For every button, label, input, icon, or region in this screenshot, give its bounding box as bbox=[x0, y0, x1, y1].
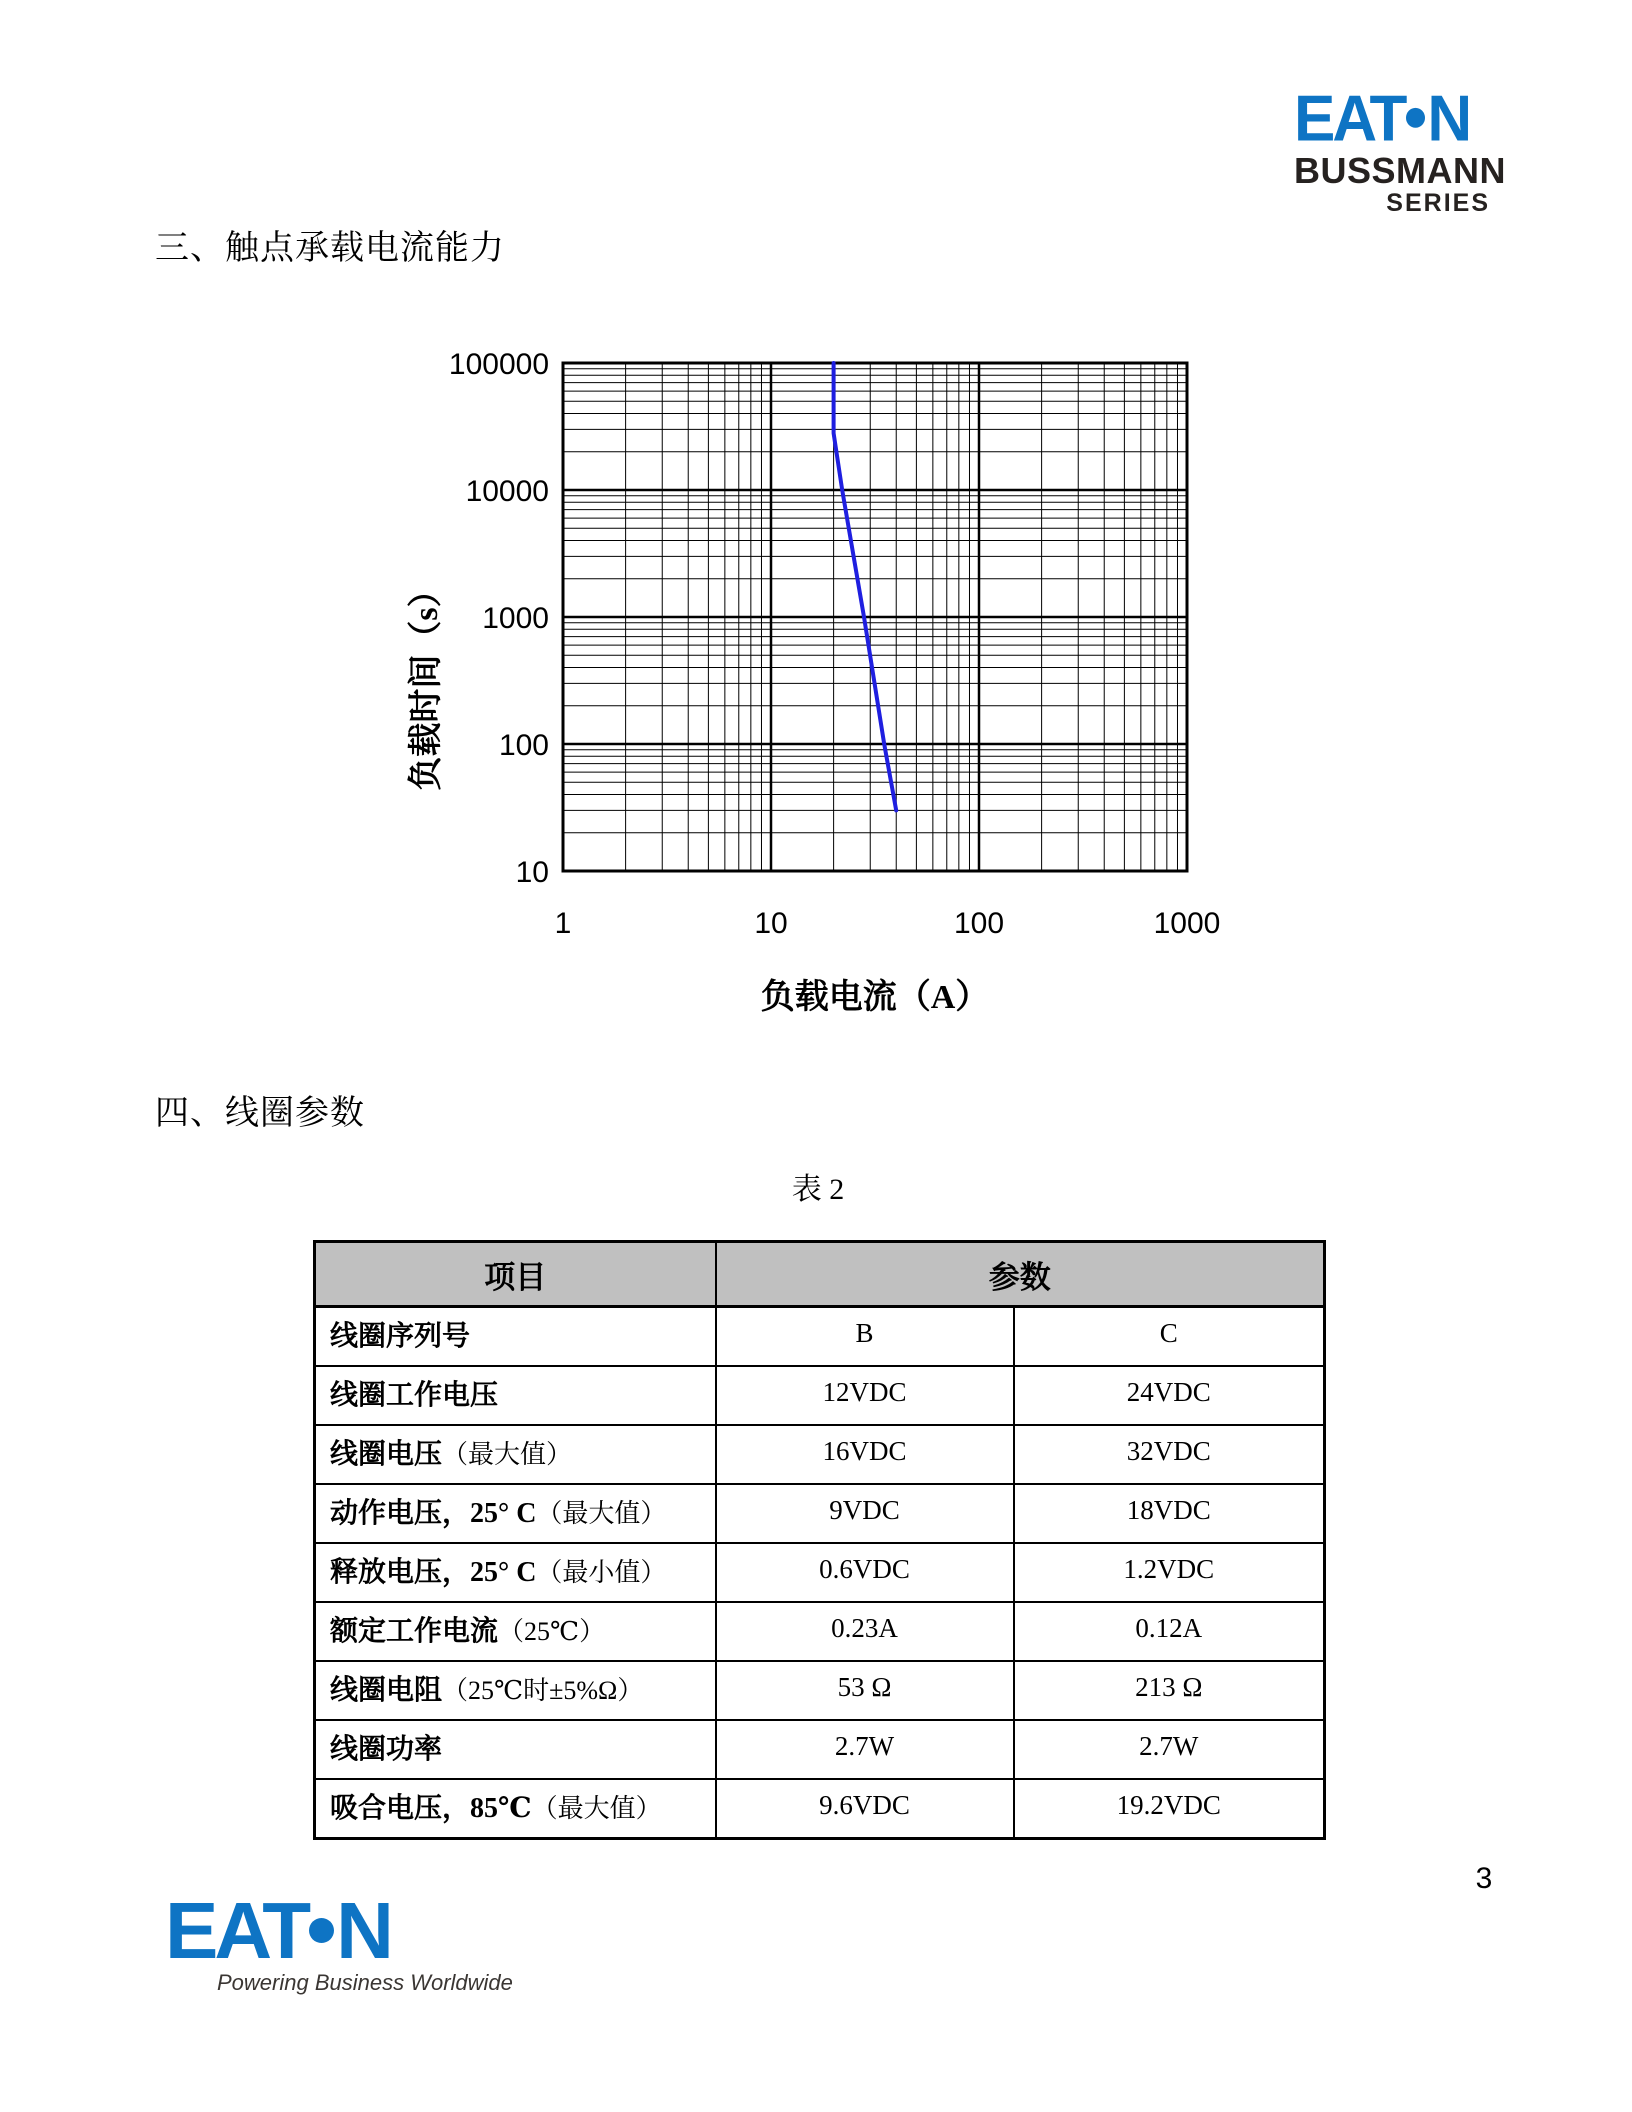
eaton-wordmark-suffix: N bbox=[336, 1886, 390, 1975]
page-number: 3 bbox=[1475, 1862, 1493, 1895]
value-c-cell: 1.2VDC bbox=[1014, 1543, 1325, 1602]
eaton-wordmark-prefix: EAT bbox=[165, 1886, 308, 1975]
eaton-wordmark-suffix: N bbox=[1427, 82, 1470, 156]
section-heading-contact-capacity: 三、触点承载电流能力 bbox=[155, 230, 505, 267]
value-c-cell: C bbox=[1014, 1307, 1325, 1367]
value-b-cell: 53 Ω bbox=[716, 1661, 1014, 1720]
value-c-cell: 24VDC bbox=[1014, 1366, 1325, 1425]
value-b-cell: 2.7W bbox=[716, 1720, 1014, 1779]
load-capacity-chart bbox=[380, 330, 1260, 1050]
table-row bbox=[315, 1602, 1325, 1661]
x-tick-label: 100 bbox=[953, 907, 1005, 940]
value-b-cell: 9VDC bbox=[716, 1484, 1014, 1543]
value-b-cell: 0.6VDC bbox=[716, 1543, 1014, 1602]
eaton-logo-dot-icon bbox=[1406, 108, 1425, 128]
value-b-cell: 0.23A bbox=[716, 1602, 1014, 1661]
eaton-logo-dot-icon bbox=[309, 1918, 334, 1943]
value-c-cell: 0.12A bbox=[1014, 1602, 1325, 1661]
param-label-cell: 线圈序列号 bbox=[315, 1307, 716, 1367]
eaton-tagline: Powering Business Worldwide bbox=[217, 1970, 513, 1995]
col-header-item: 项目 bbox=[315, 1242, 716, 1307]
param-label-cell: 线圈电阻（25℃时±5%Ω） bbox=[315, 1661, 716, 1720]
x-tick-label: 1000 bbox=[1153, 907, 1221, 940]
y-tick-label: 100 bbox=[498, 729, 549, 762]
x-tick-label: 1 bbox=[554, 907, 572, 940]
table-row bbox=[315, 1661, 1325, 1720]
x-tick-label: 10 bbox=[754, 907, 788, 940]
value-c-cell: 213 Ω bbox=[1014, 1661, 1325, 1720]
table-row bbox=[315, 1779, 1325, 1839]
value-c-cell: 2.7W bbox=[1014, 1720, 1325, 1779]
y-tick-label: 1000 bbox=[482, 602, 549, 635]
value-b-cell: 9.6VDC bbox=[716, 1779, 1014, 1839]
eaton-wordmark-prefix: EAT bbox=[1294, 82, 1405, 156]
bussmann-label: BUSSMANN bbox=[1294, 150, 1507, 191]
table-caption: 表 2 bbox=[791, 1173, 845, 1206]
param-label-cell: 额定工作电流（25℃） bbox=[315, 1602, 716, 1661]
value-b-cell: B bbox=[716, 1307, 1014, 1367]
table-row bbox=[315, 1484, 1325, 1543]
table-row bbox=[315, 1720, 1325, 1779]
y-axis-title: 负载时间（s） bbox=[408, 573, 445, 791]
value-c-cell: 32VDC bbox=[1014, 1425, 1325, 1484]
y-tick-label: 10 bbox=[515, 856, 549, 889]
section-heading-coil-params: 四、线圈参数 bbox=[155, 1095, 365, 1132]
series-label: SERIES bbox=[1386, 189, 1490, 217]
coil-params-table bbox=[313, 1240, 1326, 1840]
table-row bbox=[315, 1366, 1325, 1425]
col-header-param: 参数 bbox=[716, 1242, 1325, 1307]
param-label-cell: 吸合电压，85℃（最大值） bbox=[315, 1779, 716, 1839]
table-header-row bbox=[315, 1242, 1325, 1307]
table-row bbox=[315, 1425, 1325, 1484]
param-label-cell: 释放电压，25° C（最小值） bbox=[315, 1543, 716, 1602]
eaton-wordmark-bottom bbox=[165, 1886, 513, 1975]
table-row bbox=[315, 1307, 1325, 1367]
eaton-logo-bottom bbox=[165, 1886, 513, 1996]
param-label-cell: 线圈工作电压 bbox=[315, 1366, 716, 1425]
value-c-cell: 18VDC bbox=[1014, 1484, 1325, 1543]
y-tick-label: 10000 bbox=[465, 475, 549, 508]
value-b-cell: 16VDC bbox=[716, 1425, 1014, 1484]
x-axis-title: 负载电流（A） bbox=[760, 979, 990, 1016]
eaton-bussmann-logo bbox=[1294, 82, 1507, 218]
value-c-cell: 19.2VDC bbox=[1014, 1779, 1325, 1839]
table-row bbox=[315, 1543, 1325, 1602]
param-label-cell: 动作电压，25° C（最大值） bbox=[315, 1484, 716, 1543]
y-tick-label: 100000 bbox=[448, 348, 549, 381]
param-label-cell: 线圈功率 bbox=[315, 1720, 716, 1779]
eaton-wordmark bbox=[1294, 82, 1490, 156]
param-label-cell: 线圈电压（最大值） bbox=[315, 1425, 716, 1484]
value-b-cell: 12VDC bbox=[716, 1366, 1014, 1425]
